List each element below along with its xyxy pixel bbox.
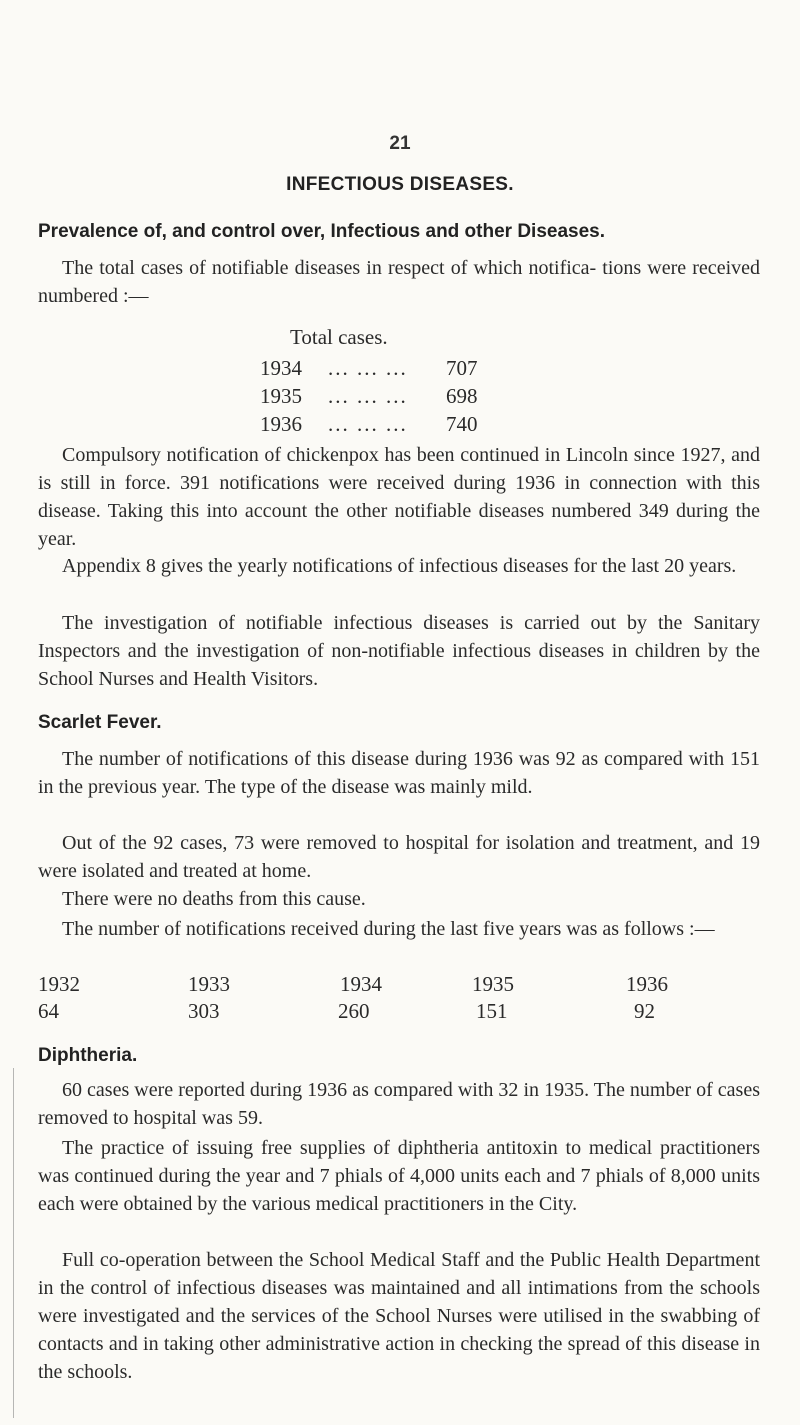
page-title: INFECTIOUS DISEASES. bbox=[286, 174, 514, 195]
paragraph-diphtheria-3: Full co-operation between the School Medical Staff and the Public Health Department in the control of infectious diseases was maintained and all intimations from the schools were investigated and the services of the School Nurses were utilised in the swabbing of contacts and in taking other administrative action in checking the spread of this disease in the schools. bbox=[38, 1249, 760, 1383]
year-label: 1936 bbox=[626, 972, 668, 996]
paragraph-scarlet-4: The number of notifications received during the last five years was as follows :— bbox=[62, 918, 715, 940]
paragraph-scarlet-3: There were no deaths from this cause. bbox=[62, 888, 366, 910]
row-leader: ... ... ... bbox=[328, 384, 408, 408]
year-value: 92 bbox=[634, 999, 655, 1023]
row-year: 1936 bbox=[260, 412, 302, 436]
paragraph-scarlet-2: Out of the 92 cases, 73 were removed to hospital for isolation and treatment, and 19 were isolated and treated at home. bbox=[38, 832, 760, 882]
year-label: 1935 bbox=[472, 972, 514, 996]
row-year: 1935 bbox=[260, 384, 302, 408]
section-heading-prevalence: Prevalence of, and control over, Infectious and other Diseases. bbox=[38, 221, 606, 242]
margin-rule bbox=[13, 1068, 14, 1418]
row-value: 698 bbox=[446, 384, 478, 408]
year-value: 151 bbox=[476, 999, 508, 1023]
row-leader: ... ... ... bbox=[328, 356, 408, 380]
year-value: 260 bbox=[338, 999, 370, 1023]
paragraph-diphtheria-1: 60 cases were reported during 1936 as compared with 32 in 1935. The number of cases removed to hospital was 59. bbox=[38, 1079, 760, 1129]
table-caption: Total cases. bbox=[290, 325, 388, 349]
page-number: 21 bbox=[389, 133, 411, 154]
row-year: 1934 bbox=[260, 356, 302, 380]
year-label: 1933 bbox=[188, 972, 230, 996]
year-value: 64 bbox=[38, 999, 59, 1023]
table-row bbox=[260, 412, 540, 440]
row-leader: ... ... ... bbox=[328, 412, 408, 436]
paragraph-scarlet-1: The number of notifications of this disease during 1936 was 92 as compared with 151 in the previous year. The type of the disease was mainly mild. bbox=[38, 748, 760, 798]
paragraph-chickenpox: Compulsory notification of chickenpox has been continued in Lincoln since 1927, and is still in force. 391 notifications were received during 1936 in connection with this disease. Taking this into account the other notifiable diseases numbered 349 during the year. bbox=[38, 444, 760, 550]
row-value: 740 bbox=[446, 412, 478, 436]
year-label: 1934 bbox=[340, 972, 382, 996]
section-heading-diphtheria: Diphtheria. bbox=[38, 1045, 138, 1066]
table-row bbox=[260, 384, 540, 412]
year-value: 303 bbox=[188, 999, 220, 1023]
section-heading-scarlet-fever: Scarlet Fever. bbox=[38, 712, 162, 733]
table-row bbox=[260, 356, 540, 384]
paragraph-investigation: The investigation of notifiable infectious diseases is carried out by the Sanitary Inspectors and the investigation of non-notifiable infectious diseases in children by the School Nurses and Health Visitors. bbox=[38, 612, 760, 690]
year-label: 1932 bbox=[38, 972, 80, 996]
row-value: 707 bbox=[446, 356, 478, 380]
paragraph-appendix: Appendix 8 gives the yearly notifications of infectious diseases for the last 20 years. bbox=[62, 555, 737, 577]
paragraph-diphtheria-2: The practice of issuing free supplies of diphtheria antitoxin to medical practitioners was continued during the year and 7 phials of 4,000 units each and 7 phials of 8,000 units each were obtained by the various medical practitioners in the City. bbox=[38, 1137, 760, 1215]
paragraph-intro: The total cases of notifiable diseases in respect of which notifica- tions were received numbered :— bbox=[38, 257, 760, 307]
